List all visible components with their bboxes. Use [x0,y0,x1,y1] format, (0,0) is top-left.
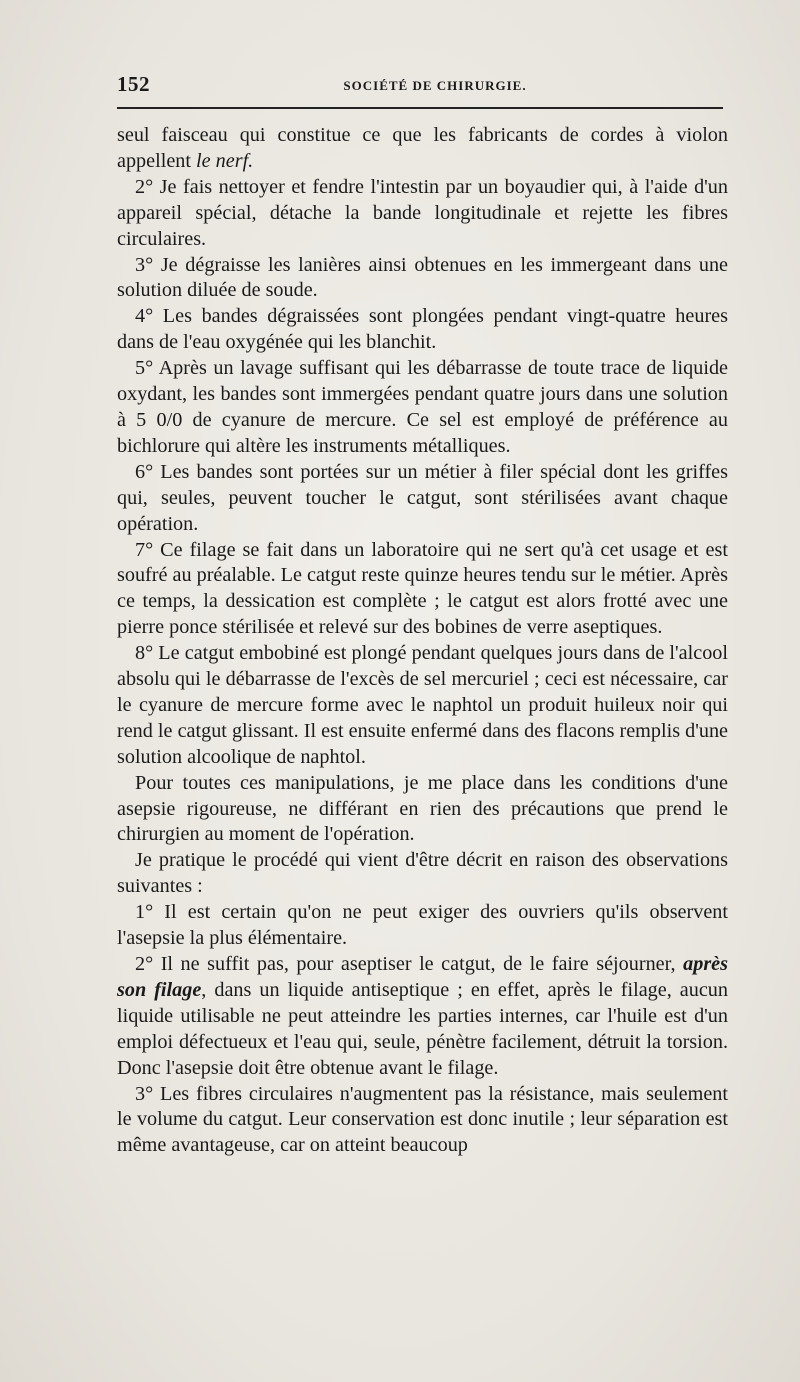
header-rule [117,107,723,109]
body-text [117,123,728,1159]
paragraph-step-4: 4° Les bandes dégraissées sont plongées pendant vingt-quatre heures dans de l'eau oxygénée qui les blanchit. [117,305,728,354]
paragraph-observation-3: 3° Les fibres circulaires n'augmentent pas la résistance, mais seulement le volume du catgut. Leur conservation est donc inutile ; leur séparation est même avantageuse, car on atteint beaucoup [117,1082,728,1157]
italic-emphasis: après son filage [117,953,728,1001]
paragraph-observation-1: 1° Il est certain qu'on ne peut exiger des ouvriers qu'ils observent l'asepsie la plus élémentaire. [117,901,728,950]
paragraph-text: 2° Il ne suffit pas, pour aseptiser le catgut, de le faire séjourner, [135,953,684,975]
italic-term: le nerf. [196,149,254,172]
paragraph-step-5: 5° Après un lavage suffisant qui les débarrasse de toute trace de liquide oxydant, les bandes sont immergées pendant quatre jours dans une solution à 5 0/0 de cyanure de mercure. Ce sel est employé de préférence au bichlorure qui altère les instruments métalliques. [117,357,728,457]
paragraph-text: seul faisceau qui constitue ce que les fabricants de cordes à violon appellent [117,124,728,172]
paragraph-step-2: 2° Je fais nettoyer et fendre l'intestin par un boyaudier qui, à l'aide d'un appareil spécial, détache la bande longitudinale et rejette les fibres circulaires. [117,175,728,250]
paragraph-step-3: 3° Je dégraisse les lanières ainsi obtenues en les immergeant dans une solution diluée de soude. [117,253,728,302]
paragraph-asepsis: Pour toutes ces manipulations, je me place dans les conditions d'une asepsie rigoureuse, ne différant en rien des précautions que prend le chirurgien au moment de l'opération. [117,771,728,846]
paragraph-observations-intro: Je pratique le procédé qui vient d'être décrit en raison des observations suivantes : [117,849,728,898]
page-header [117,72,723,102]
paragraph-step-6: 6° Les bandes sont portées sur un métier à filer spécial dont les griffes qui, seules, peuvent toucher le catgut, sont stérilisées avant chaque opération. [117,460,728,535]
paragraph-observation-2 [117,952,728,1082]
paragraph-text: , dans un liquide antiseptique ; en effet, après le filage, aucun liquide utilisable ne peut atteindre les parties internes, car l'huile est d'un emploi défectueux et l'eau qui, seule, pénètre facilement, détruit la torsion. Donc l'asepsie doit être obtenue avant le filage. [117,978,728,1079]
paragraph-continuation [117,123,728,175]
paragraph-step-7: 7° Ce filage se fait dans un laboratoire qui ne sert qu'à cet usage et est soufré au préalable. Le catgut reste quinze heures tendu sur le métier. Après ce temps, la dessication est complète ; le catgut est alors frotté avec une pierre ponce stérilisée et relevé sur des bobines de verre aseptiques. [117,538,728,639]
running-title: SOCIÉTÉ DE CHIRURGIE. [343,78,527,93]
paragraph-step-8: 8° Le catgut embobiné est plongé pendant quelques jours dans de l'alcool absolu qui le débarrasse de l'excès de sel mercuriel ; ceci est nécessaire, car le cyanure de mercure forme avec le naphtol un produit huileux noir qui rend le catgut glissant. Il est ensuite enfermé dans des flacons remplis d'une solution alcoolique de naphtol. [117,642,728,768]
page-number: 152 [117,72,150,96]
